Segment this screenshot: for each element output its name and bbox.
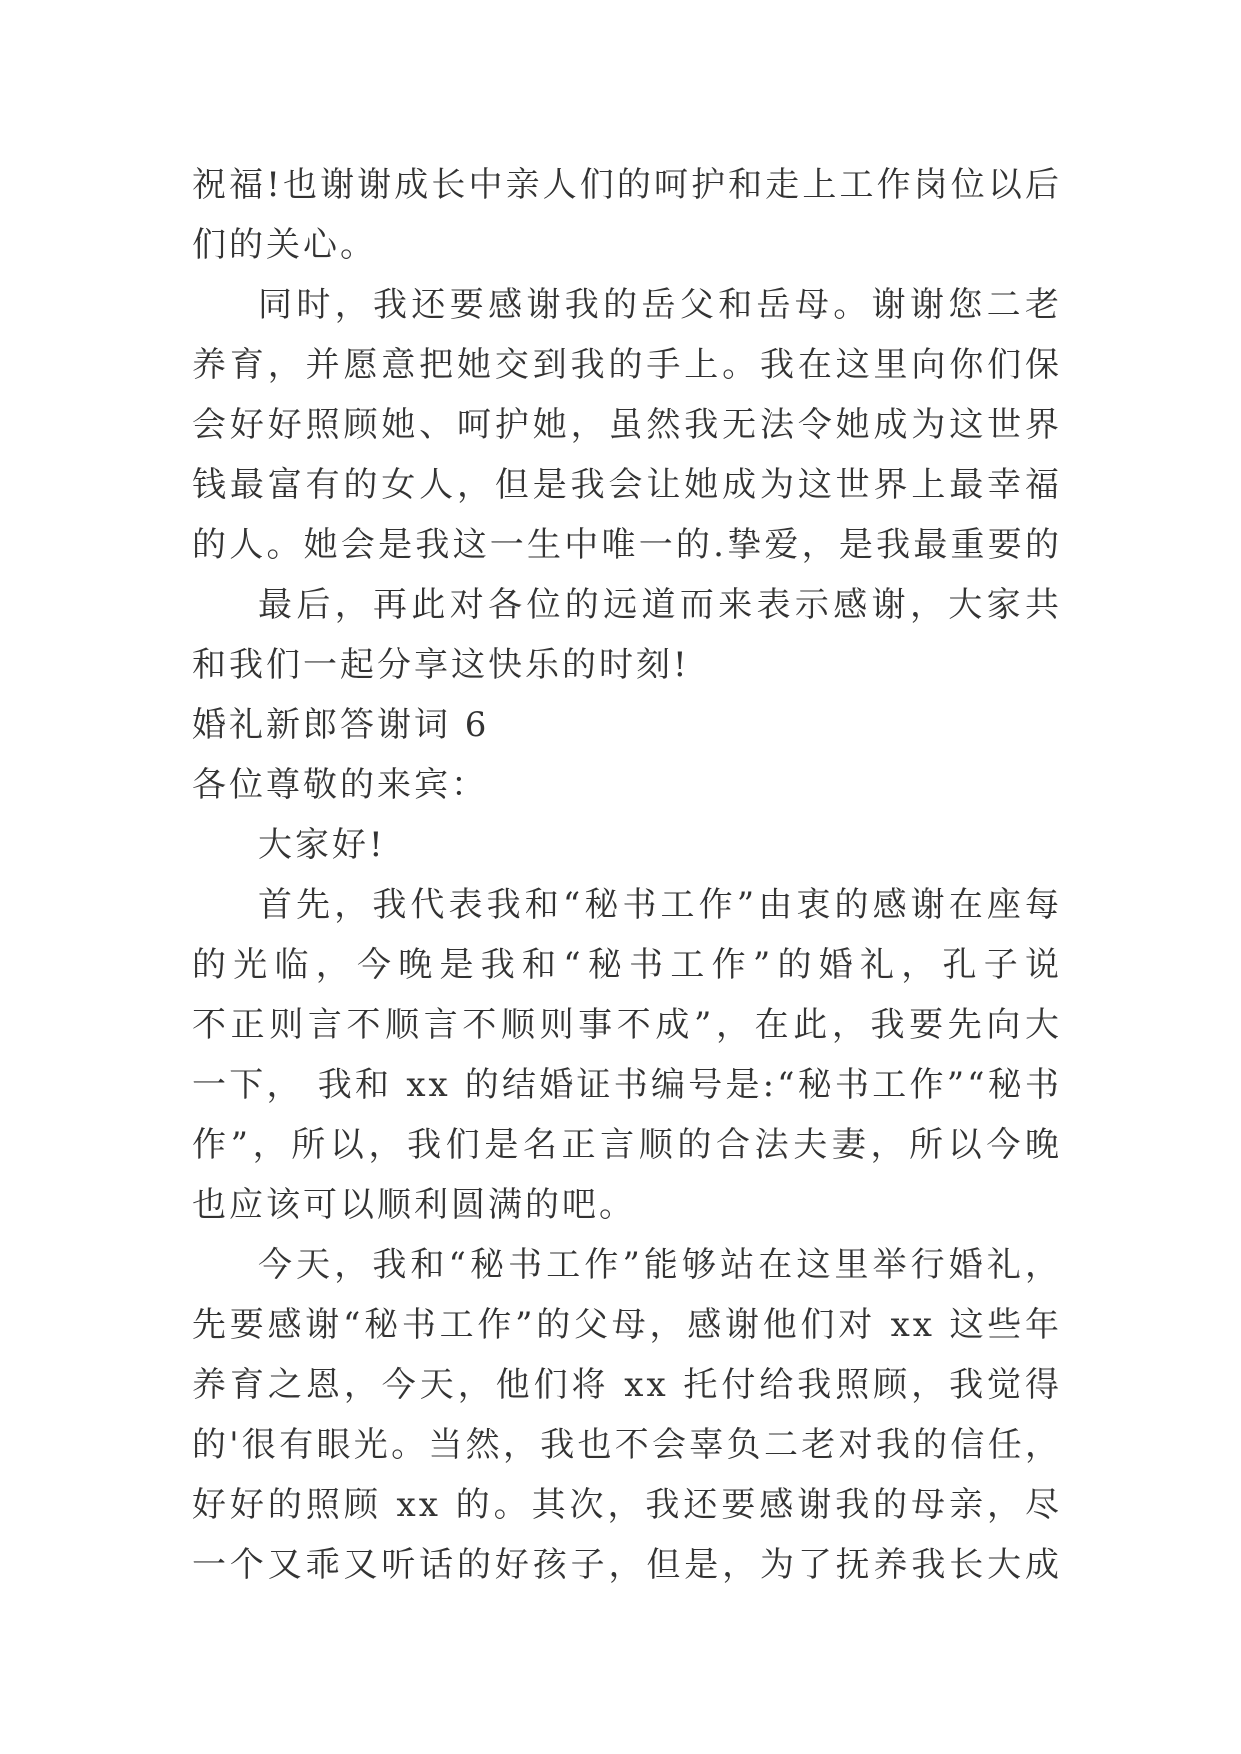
text-line: 们的关心。 bbox=[192, 225, 377, 265]
text-line: 的'很有眼光。当然，我也不会辜负二老对我的信任， bbox=[192, 1425, 1062, 1465]
text-line: 的光临，今晚是我和“秘书工作”的婚礼，孔子说 bbox=[192, 945, 1062, 985]
text-line: 的人。她会是我这一生中唯一的.挚爱，是我最重要的 bbox=[192, 525, 1062, 565]
text-line: 和我们一起分享这快乐的时刻! bbox=[192, 645, 690, 685]
text-line: 一个又乖又听话的好孩子，但是，为了抚养我长大成 bbox=[192, 1545, 1062, 1585]
text-line: 不正则言不顺言不顺则事不成”，在此，我要先向大 bbox=[192, 1005, 1062, 1045]
text-line: 大家好! bbox=[258, 825, 386, 865]
text-line: 同时，我还要感谢我的岳父和岳母。谢谢您二老 bbox=[258, 285, 1062, 325]
text-line: 婚礼新郎答谢词 6 bbox=[192, 705, 490, 745]
text-line: 首先，我代表我和“秘书工作”由衷的感谢在座每 bbox=[258, 885, 1062, 925]
document-body bbox=[192, 155, 1062, 1595]
text-line: 也应该可以顺利圆满的吧。 bbox=[192, 1185, 636, 1225]
text-line: 养育之恩，今天，他们将 xx 托付给我照顾，我觉得 bbox=[192, 1365, 1062, 1405]
text-line: 钱最富有的女人，但是我会让她成为这世界上最幸福 bbox=[192, 465, 1062, 505]
text-line: 养育，并愿意把她交到我的手上。我在这里向你们保 bbox=[192, 345, 1062, 385]
text-line: 一下， 我和 xx 的结婚证书编号是:“秘书工作”“秘书 bbox=[192, 1065, 1062, 1105]
text-line: 好好的照顾 xx 的。其次，我还要感谢我的母亲，尽 bbox=[192, 1485, 1062, 1525]
text-line: 会好好照顾她、呵护她，虽然我无法令她成为这世界 bbox=[192, 405, 1062, 445]
text-line: 先要感谢“秘书工作”的父母，感谢他们对 xx 这些年 bbox=[192, 1305, 1062, 1345]
text-line: 今天，我和“秘书工作”能够站在这里举行婚礼， bbox=[258, 1245, 1062, 1285]
text-line: 各位尊敬的来宾： bbox=[192, 765, 488, 805]
text-line: 作”，所以，我们是名正言顺的合法夫妻，所以今晚 bbox=[192, 1125, 1062, 1165]
text-line: 祝福!也谢谢成长中亲人们的呵护和走上工作岗位以后 bbox=[192, 165, 1062, 205]
text-line: 最后，再此对各位的远道而来表示感谢，大家共 bbox=[258, 585, 1062, 625]
